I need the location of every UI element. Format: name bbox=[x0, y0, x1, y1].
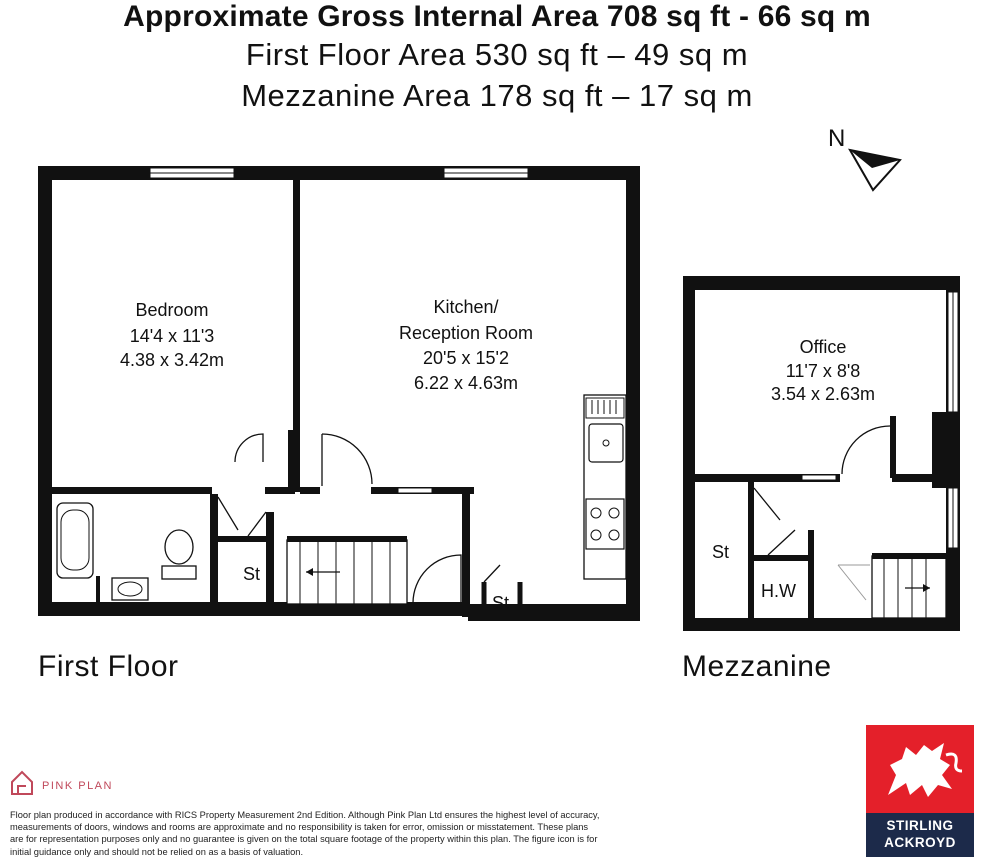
first-floor-plan bbox=[38, 166, 640, 621]
mezzanine-label: Mezzanine bbox=[682, 650, 832, 683]
kitchen-name: Kitchen/ bbox=[433, 297, 499, 317]
mezz-store-label: St bbox=[712, 542, 730, 562]
kitchen-metric: 6.22 x 4.63m bbox=[413, 373, 519, 393]
hw-label: H.W bbox=[761, 581, 796, 601]
store-label-1: St bbox=[243, 564, 261, 584]
logo-line-1: STIRLING bbox=[886, 818, 954, 833]
bedroom-imperial: 14'4 x 11'3 bbox=[129, 326, 215, 346]
pink-plan-label: PINK PLAN bbox=[42, 780, 113, 792]
griffin-icon bbox=[866, 725, 974, 813]
gross-area-title: Approximate Gross Internal Area 708 sq ft - 66 sq m bbox=[123, 0, 871, 33]
bedroom-metric: 4.38 x 3.42m bbox=[119, 350, 225, 370]
store-label-2: St bbox=[492, 593, 510, 613]
compass-label: N bbox=[828, 125, 846, 152]
kitchen-name-2: Reception Room bbox=[398, 323, 534, 343]
pink-plan-logo-icon bbox=[12, 772, 32, 794]
logo-navy-panel bbox=[866, 813, 974, 857]
stirling-ackroyd-logo bbox=[866, 725, 974, 857]
logo-red-panel bbox=[866, 725, 974, 813]
mezzanine-area-line: Mezzanine Area 178 sq ft – 17 sq m bbox=[241, 78, 753, 113]
logo-line-2: ACKROYD bbox=[884, 835, 956, 850]
mezzanine-plan bbox=[683, 276, 960, 631]
first-floor-area-line: First Floor Area 530 sq ft – 49 sq m bbox=[245, 37, 749, 72]
office-imperial: 11'7 x 8'8 bbox=[785, 361, 861, 381]
office-name: Office bbox=[799, 337, 847, 357]
north-arrow-icon bbox=[828, 125, 900, 190]
kitchen-imperial: 20'5 x 15'2 bbox=[423, 348, 509, 368]
disclaimer-text: Floor plan produced in accordance with RICS Property Measurement 2nd Edition. Although Pink Plan Ltd ensures the highest level of accuracy, measurements of doors, windows and rooms are approximate and no responsibility is taken for error, omission or misstatement. These plans are for representation purposes only and no guarantee is given on the total square footage of the property within this plan. The figure icon is for initial guidance only and should not be relied on as a basis of valuation. bbox=[10, 810, 600, 857]
office-metric: 3.54 x 2.63m bbox=[770, 384, 876, 404]
first-floor-label: First Floor bbox=[38, 650, 179, 683]
bedroom-name: Bedroom bbox=[135, 300, 209, 320]
